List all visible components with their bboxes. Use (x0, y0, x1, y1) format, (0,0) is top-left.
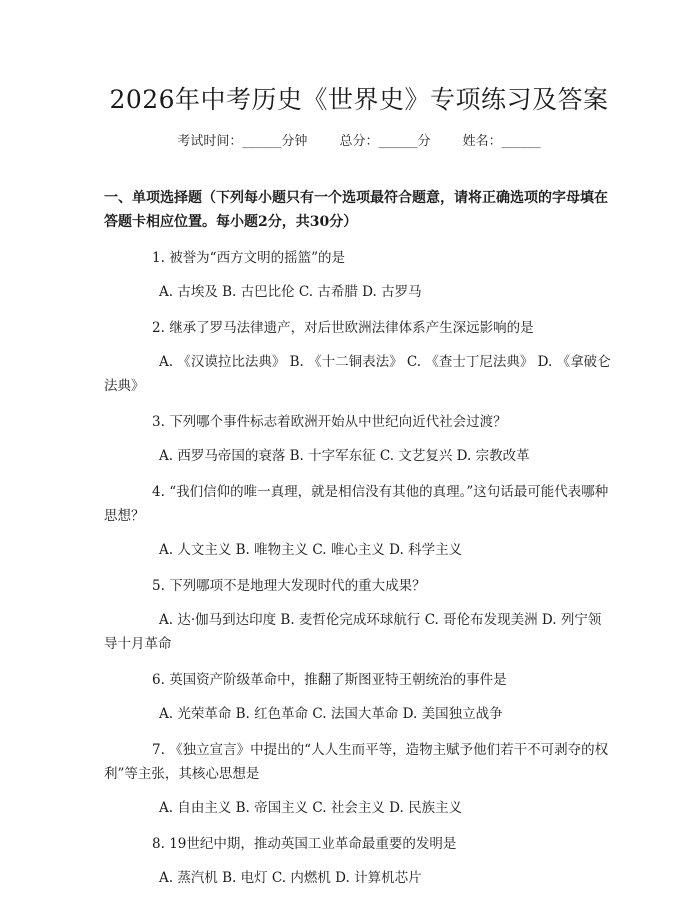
question-number: 3. (152, 414, 165, 430)
question-5 (104, 574, 614, 598)
question-stem: 《独立宣言》中提出的“人人生而平等，造物主赋予他们若干不可剥夺的权利”等主张，其核心思想是 (104, 742, 609, 782)
question-6 (104, 668, 614, 692)
question-4 (104, 480, 614, 528)
question-number: 6. (152, 672, 165, 688)
question-8-options: A. 蒸汽机 B. 电灯 C. 内燃机 D. 计算机芯片 (159, 870, 422, 886)
question-number: 7. (152, 742, 165, 758)
section-heading: 一、单项选择题（下列每小题只有一个选项最符合题意，请将正确选项的字母填在答题卡相应位置。每小题2分，共30分） (104, 190, 608, 230)
student-name-field: 姓名：______ (462, 134, 541, 149)
question-stem: 下列哪个事件标志着欧洲开始从中世纪向近代社会过渡？ (169, 414, 507, 430)
question-number: 8. (152, 836, 165, 852)
question-stem: 下列哪项不是地理大发现时代的重大成果？ (169, 578, 426, 594)
question-2 (104, 316, 614, 340)
question-stem: “我们信仰的唯一真理，就是相信没有其他的真理。”这句话最可能代表哪种思想？ (104, 484, 609, 524)
question-5-options: A. 达·伽马到达印度 B. 麦哲伦完成环球航行 C. 哥伦布发现美洲 D. 列宁领导十月革命 (104, 612, 602, 652)
question-4-options: A. 人文主义 B. 唯物主义 C. 唯心主义 D. 科学主义 (159, 542, 463, 558)
question-number: 1. (152, 250, 165, 266)
question-number: 2. (152, 320, 165, 336)
exam-meta (104, 132, 614, 152)
question-7 (104, 738, 614, 786)
question-8 (104, 832, 614, 856)
question-6-options: A. 光荣革命 B. 红色革命 C. 法国大革命 D. 美国独立战争 (159, 706, 503, 722)
exam-time-field: 考试时间：______分钟 (177, 134, 308, 149)
question-1-options: A. 古埃及 B. 古巴比伦 C. 古希腊 D. 古罗马 (159, 284, 422, 300)
page-title: 2026年中考历史《世界史》专项练习及答案 (109, 85, 609, 114)
question-number: 5. (152, 578, 165, 594)
question-3-options: A. 西罗马帝国的衰落 B. 十字军东征 C. 文艺复兴 D. 宗教改革 (159, 448, 530, 464)
question-2-options: A. 《汉谟拉比法典》 B. 《十二铜表法》 C. 《查士丁尼法典》 D. 《拿破仑法典》 (104, 354, 611, 394)
question-7-options: A. 自由主义 B. 帝国主义 C. 社会主义 D. 民族主义 (159, 800, 463, 816)
total-score-field: 总分：______分 (339, 134, 431, 149)
question-stem: 英国资产阶级革命中，推翻了斯图亚特王朝统治的事件是 (169, 672, 507, 688)
question-stem: 19世纪中期，推动英国工业革命最重要的发明是 (169, 836, 457, 852)
question-number: 4. (152, 484, 165, 500)
question-3 (104, 410, 614, 434)
question-stem: 被誉为“西方文明的摇篮”的是 (169, 250, 345, 266)
question-stem: 继承了罗马法律遗产，对后世欧洲法律体系产生深远影响的是 (169, 320, 534, 336)
question-1 (104, 246, 614, 270)
